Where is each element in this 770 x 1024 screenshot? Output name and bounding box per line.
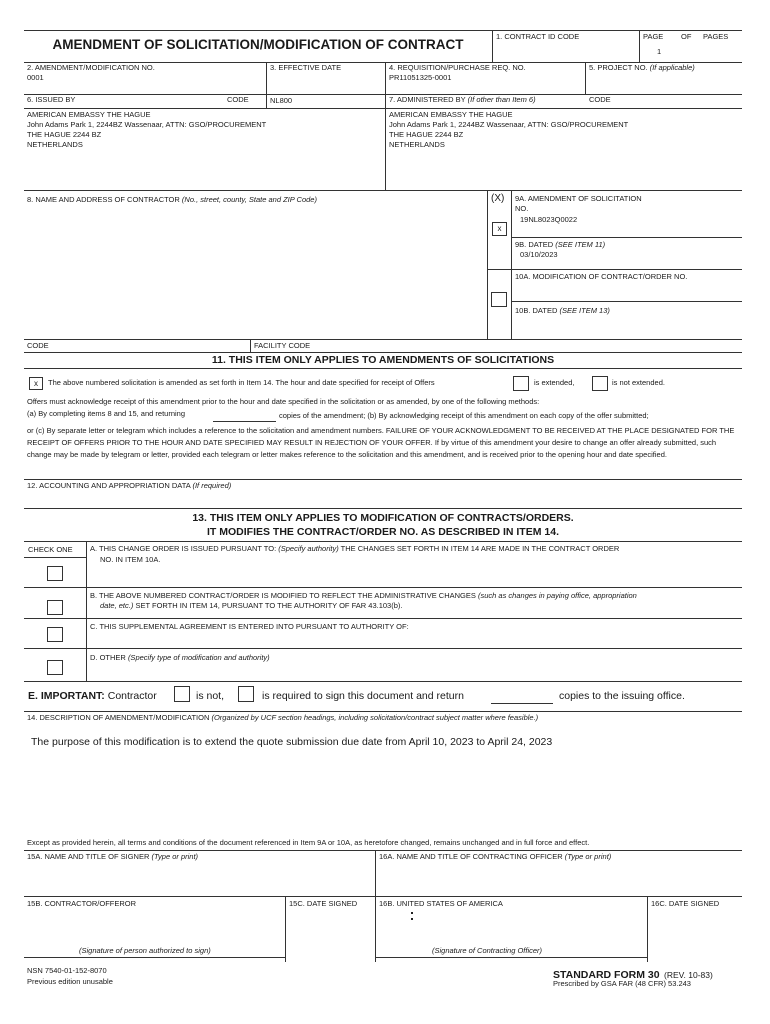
item13a-note: (Specify authority) bbox=[278, 544, 339, 553]
extended-label: is extended, bbox=[534, 378, 575, 387]
page-label: PAGE bbox=[643, 32, 664, 41]
signature-person-caption: (Signature of person authorized to sign) bbox=[79, 946, 211, 955]
item13a-text2: THE CHANGES SET FORTH IN ITEM 14 ARE MADE IN THE CONTRACT ORDER bbox=[340, 544, 620, 553]
item16a-label: 16A. NAME AND TITLE OF CONTRACTING OFFICER bbox=[379, 852, 563, 861]
item11-line1: The above numbered solicitation is amended as set forth in Item 14. The hour and date specified for receipt of Offers bbox=[48, 378, 435, 387]
form-title: AMENDMENT OF SOLICITATION/MODIFICATION OF CONTRACT bbox=[52, 37, 464, 52]
effective-date-label: 3. EFFECTIVE DATE bbox=[270, 63, 342, 72]
item15a-label: 15A. NAME AND TITLE OF SIGNER bbox=[27, 852, 150, 861]
amendment-no-label: 2. AMENDMENT/MODIFICATION NO. bbox=[27, 63, 155, 72]
facility-code-label: FACILITY CODE bbox=[254, 341, 311, 350]
issued-code-label: CODE bbox=[227, 95, 249, 104]
page-value: 1 bbox=[657, 47, 662, 56]
item10a-label: 10A. MODIFICATION OF CONTRACT/ORDER NO. bbox=[515, 272, 688, 281]
item14-except-text: Except as provided herein, all terms and conditions of the document referenced in Item 9A or 10A, as heretofore changed, remains unchanged and in full force and effect. bbox=[27, 838, 590, 847]
signature-dot bbox=[411, 912, 413, 914]
check-one-label: CHECK ONE bbox=[28, 545, 73, 554]
item11-title: 11. THIS ITEM ONLY APPLIES TO AMENDMENTS OF SOLICITATIONS bbox=[211, 354, 555, 366]
nsn-text: NSN 7540-01-152-8070 bbox=[27, 966, 107, 975]
item16c-label: 16C. DATE SIGNED bbox=[651, 899, 720, 908]
project-no-label: 5. PROJECT NO. bbox=[589, 63, 648, 72]
is-not-label: is not, bbox=[196, 690, 225, 702]
not-extended-checkbox[interactable] bbox=[592, 376, 608, 391]
item15b-label: 15B. CONTRACTOR/OFFEROR bbox=[27, 899, 137, 908]
item13a-checkbox[interactable] bbox=[47, 566, 63, 581]
item11-amended-checkbox[interactable]: x bbox=[29, 377, 43, 390]
previous-edition-text: Previous edition unusable bbox=[27, 977, 113, 986]
copies-blank[interactable] bbox=[491, 703, 553, 704]
item13-title-2: IT MODIFIES THE CONTRACT/ORDER NO. AS DESCRIBED IN ITEM 14. bbox=[207, 526, 559, 538]
contract-id-label: 1. CONTRACT ID CODE bbox=[496, 32, 580, 41]
is-not-checkbox[interactable] bbox=[174, 686, 190, 702]
prescribed-text: Prescribed by GSA FAR (48 CFR) 53.243 bbox=[553, 979, 691, 988]
item9b-value[interactable]: 03/10/2023 bbox=[520, 250, 558, 259]
pages-label: PAGES bbox=[703, 32, 729, 41]
contractor-label: 8. NAME AND ADDRESS OF CONTRACTOR bbox=[27, 195, 180, 204]
project-no-note: (If applicable) bbox=[649, 63, 695, 72]
is-required-checkbox[interactable] bbox=[238, 686, 254, 702]
item13-title-1: 13. THIS ITEM ONLY APPLIES TO MODIFICATION OF CONTRACTS/ORDERS. bbox=[192, 512, 574, 524]
address-line: John Adams Park 1, 2244BZ Wassenaar, ATTN: GSO/PROCUREMENT bbox=[27, 120, 267, 129]
item13b-text1: B. THE ABOVE NUMBERED CONTRACT/ORDER IS MODIFIED TO REFLECT THE ADMINISTRATIVE CHANGES bbox=[90, 591, 476, 600]
item15c-label: 15C. DATE SIGNED bbox=[289, 899, 358, 908]
x-column-label: (X) bbox=[491, 193, 505, 204]
item14-label: 14. DESCRIPTION OF AMENDMENT/MODIFICATION bbox=[27, 713, 210, 722]
item16a-note: (Type or print) bbox=[564, 852, 612, 861]
item13c-checkbox[interactable] bbox=[47, 627, 63, 642]
item10-checkbox[interactable] bbox=[491, 292, 507, 307]
address-line: NETHERLANDS bbox=[27, 140, 83, 149]
address-line: AMERICAN EMBASSY THE HAGUE bbox=[27, 110, 151, 119]
signature-dot bbox=[411, 918, 413, 920]
item15a-note: (Type or print) bbox=[151, 852, 199, 861]
item9b-note: (SEE ITEM 11) bbox=[555, 240, 606, 249]
item10b-note: (SEE ITEM 13) bbox=[559, 306, 610, 315]
administered-by-label: 7. ADMINISTERED BY bbox=[389, 95, 466, 104]
item9a-label: 9A. AMENDMENT OF SOLICITATION bbox=[515, 194, 642, 203]
item11-line3b: copies of the amendment; (b) By acknowledging receipt of this amendment on each copy of the offer submitted; bbox=[279, 411, 649, 420]
item13a-text3: NO. IN ITEM 10A. bbox=[100, 555, 161, 564]
address-line: John Adams Park 1, 2244BZ Wassenaar, ATTN: GSO/PROCUREMENT bbox=[389, 120, 629, 129]
item12-label: 12. ACCOUNTING AND APPROPRIATION DATA bbox=[27, 481, 191, 490]
item13b-note2: date, etc.) bbox=[100, 601, 134, 610]
standard-form-label: STANDARD FORM 30 bbox=[553, 969, 660, 981]
item10b-label: 10B. DATED bbox=[515, 306, 558, 315]
issued-address bbox=[27, 110, 266, 150]
item13d-text: D. OTHER bbox=[90, 653, 126, 662]
item16b-label: 16B. UNITED STATES OF AMERICA bbox=[379, 899, 503, 908]
contractor-code-label: CODE bbox=[27, 341, 49, 350]
admin-code-label: CODE bbox=[589, 95, 611, 104]
address-line: THE HAGUE 2244 BZ bbox=[27, 130, 102, 139]
address-line: NETHERLANDS bbox=[389, 140, 445, 149]
item11-line2: Offers must acknowledge receipt of this amendment prior to the hour and date specified in the solicitation or as amended, by one of the following methods: bbox=[27, 397, 540, 406]
item11-paragraph: or (c) By separate letter or telegram which includes a reference to the solicitation and amendment numbers. FAILURE OF YOUR ACKNOWLEDGMENT TO BE RECEIVED AT THE PLACE DESIGNATED FOR THE RECEIPT OF OFFERS PRIOR TO THE HOUR AND DATE SPECIFIED MAY RESULT IN REJECTION OF YOUR OFFER. If by virtue of this amendment your desire to change an offer already submitted, such change may be made by telegram or letter, provided each telegram or letter makes reference to the solicitation and this amendment, and is received prior to the opening hour and date specified. bbox=[27, 426, 735, 460]
important-label: E. IMPORTANT: bbox=[28, 690, 105, 702]
item11-line3a: (a) By completing items 8 and 15, and returning bbox=[27, 409, 186, 418]
item12-note: (If required) bbox=[192, 481, 232, 490]
revision-label: (REV. 10-83) bbox=[664, 970, 713, 980]
item13d-note: (Specify type of modification and authority) bbox=[127, 653, 270, 662]
amendment-no-value[interactable]: 0001 bbox=[27, 73, 44, 82]
item13c-text: C. THIS SUPPLEMENTAL AGREEMENT IS ENTERED INTO PURSUANT TO AUTHORITY OF: bbox=[90, 622, 409, 631]
item9a-no-label: NO. bbox=[515, 204, 529, 213]
item13a-text1: A. THIS CHANGE ORDER IS ISSUED PURSUANT TO: bbox=[90, 544, 277, 553]
returning-copies-blank[interactable] bbox=[213, 421, 276, 422]
is-required-label: is required to sign this document and return bbox=[262, 690, 464, 702]
requisition-value[interactable]: PR11051325-0001 bbox=[389, 73, 452, 82]
copies-label: copies to the issuing office. bbox=[559, 690, 685, 702]
of-label: OF bbox=[681, 32, 692, 41]
item9a-checkbox[interactable]: x bbox=[492, 222, 507, 236]
item9b-label: 9B. DATED bbox=[515, 240, 554, 249]
address-line: AMERICAN EMBASSY THE HAGUE bbox=[389, 110, 513, 119]
contractor-note: (No., street, county, State and ZIP Code) bbox=[181, 195, 317, 204]
requisition-label: 4. REQUISITION/PURCHASE REQ. NO. bbox=[389, 63, 526, 72]
admin-address bbox=[389, 110, 628, 150]
item9a-value[interactable]: 19NL8023Q0022 bbox=[520, 215, 578, 224]
important-contractor: Contractor bbox=[107, 690, 157, 702]
signature-officer-caption: (Signature of Contracting Officer) bbox=[432, 946, 543, 955]
issued-code-value[interactable]: NL800 bbox=[270, 96, 293, 105]
issued-by-label: 6. ISSUED BY bbox=[27, 95, 76, 104]
not-extended-label: is not extended. bbox=[612, 378, 665, 387]
item13b-note1: (such as changes in paying office, appropriation bbox=[478, 591, 637, 600]
item14-description[interactable]: The purpose of this modification is to extend the quote submission due date from April 10, 2023 to April 24, 2023 bbox=[31, 736, 553, 748]
item13d-checkbox[interactable] bbox=[47, 660, 63, 675]
administered-by-note: (If other than Item 6) bbox=[467, 95, 536, 104]
item14-note: (Organized by UCF section headings, including solicitation/contract subject matter where feasible.) bbox=[211, 713, 539, 722]
item13b-checkbox[interactable] bbox=[47, 600, 63, 615]
item13b-text2: SET FORTH IN ITEM 14, PURSUANT TO THE AUTHORITY OF FAR 43.103(b). bbox=[135, 601, 403, 610]
extended-checkbox[interactable] bbox=[513, 376, 529, 391]
address-line: THE HAGUE 2244 BZ bbox=[389, 130, 464, 139]
